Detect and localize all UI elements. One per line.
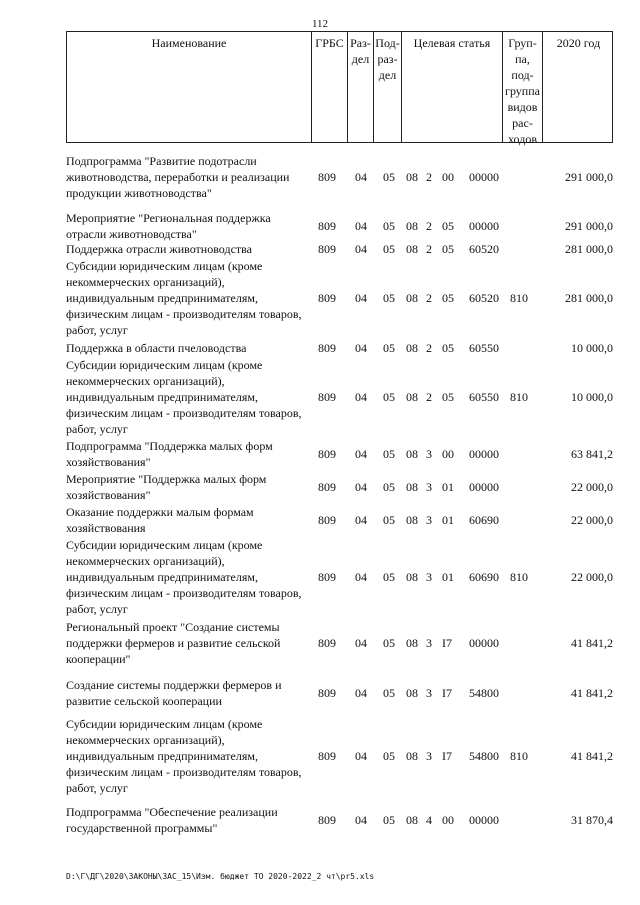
row-target-direction: 60550 xyxy=(469,390,499,404)
row-grbs: 809 xyxy=(318,219,336,233)
row-amount: 41 841,2 xyxy=(571,636,613,650)
row-amount: 63 841,2 xyxy=(571,447,613,461)
row-amount: 291 000,0 xyxy=(565,219,613,233)
row-name: Субсидии юридическим лицам (кроме некоммерческих организаций), индивидуальным предпринимателям, физическим лицам - производителям товаров, работ, услуг xyxy=(66,538,302,616)
row-target-subprogram: 3 xyxy=(426,636,432,650)
row-amount: 31 870,4 xyxy=(571,813,613,827)
file-path-footer: D:\Г\ДГ\2020\ЗАКОНЫ\ЗАС_15\Изм. бюджет ТО 2020-2022_2 чт\pr5.xls xyxy=(66,872,375,881)
row-target-direction: 00000 xyxy=(469,447,499,461)
row-name: Субсидии юридическим лицам (кроме некоммерческих организаций), индивидуальным предпринимателям, физическим лицам - производителям товаров, работ, услуг xyxy=(66,717,302,795)
row-target-program: 08 xyxy=(406,170,418,184)
row-podrazdel: 05 xyxy=(383,636,395,650)
row-target-subprogram: 2 xyxy=(426,390,432,404)
row-podrazdel: 05 xyxy=(383,813,395,827)
row-razdel: 04 xyxy=(355,813,367,827)
row-target-subprogram: 3 xyxy=(426,447,432,461)
row-name: Создание системы поддержки фермеров и развитие сельской кооперации xyxy=(66,678,282,708)
row-name: Региональный проект "Создание системы поддержки фермеров и развитие сельской кооперации" xyxy=(66,620,281,666)
row-razdel: 04 xyxy=(355,341,367,355)
row-razdel: 04 xyxy=(355,390,367,404)
row-amount: 291 000,0 xyxy=(565,170,613,184)
row-target-direction: 60520 xyxy=(469,291,499,305)
row-grbs: 809 xyxy=(318,447,336,461)
row-grbs: 809 xyxy=(318,513,336,527)
row-razdel: 04 xyxy=(355,219,367,233)
row-target-event: I7 xyxy=(442,686,452,700)
row-group: 810 xyxy=(510,390,528,404)
header-razdel: Раз- дел xyxy=(347,32,373,142)
row-target-program: 08 xyxy=(406,219,418,233)
row-razdel: 04 xyxy=(355,749,367,763)
row-podrazdel: 05 xyxy=(383,480,395,494)
row-target-program: 08 xyxy=(406,813,418,827)
row-podrazdel: 05 xyxy=(383,570,395,584)
row-target-subprogram: 2 xyxy=(426,170,432,184)
row-name: Мероприятие "Поддержка малых форм хозяйствования" xyxy=(66,472,267,502)
row-razdel: 04 xyxy=(355,447,367,461)
row-target-direction: 00000 xyxy=(469,219,499,233)
row-target-event: 05 xyxy=(442,341,454,355)
row-target-event: 01 xyxy=(442,570,454,584)
row-grbs: 809 xyxy=(318,686,336,700)
row-podrazdel: 05 xyxy=(383,390,395,404)
row-razdel: 04 xyxy=(355,291,367,305)
row-podrazdel: 05 xyxy=(383,242,395,256)
row-podrazdel: 05 xyxy=(383,447,395,461)
row-target-event: 01 xyxy=(442,513,454,527)
row-grbs: 809 xyxy=(318,636,336,650)
row-target-program: 08 xyxy=(406,390,418,404)
row-podrazdel: 05 xyxy=(383,341,395,355)
row-target-direction: 54800 xyxy=(469,749,499,763)
row-podrazdel: 05 xyxy=(383,686,395,700)
header-group: Груп- па, под- группа видов рас- ходов xyxy=(502,32,542,142)
row-grbs: 809 xyxy=(318,291,336,305)
row-target-direction: 00000 xyxy=(469,480,499,494)
row-amount: 22 000,0 xyxy=(571,570,613,584)
row-target-program: 08 xyxy=(406,291,418,305)
row-target-direction: 54800 xyxy=(469,686,499,700)
row-grbs: 809 xyxy=(318,480,336,494)
header-podrazdel: Под- раз- дел xyxy=(373,32,401,142)
row-target-subprogram: 4 xyxy=(426,813,432,827)
row-target-direction: 00000 xyxy=(469,636,499,650)
header-name: Наименование xyxy=(151,36,227,50)
row-razdel: 04 xyxy=(355,570,367,584)
row-target-program: 08 xyxy=(406,341,418,355)
row-name: Субсидии юридическим лицам (кроме некоммерческих организаций), индивидуальным предпринимателям, физическим лицам - производителям товаров, работ, услуг xyxy=(66,259,302,337)
row-podrazdel: 05 xyxy=(383,513,395,527)
row-name: Поддержка отрасли животноводства xyxy=(66,242,252,256)
row-amount: 22 000,0 xyxy=(571,480,613,494)
row-name: Подпрограмма "Обеспечение реализации государственной программы" xyxy=(66,805,278,835)
row-amount: 41 841,2 xyxy=(571,686,613,700)
row-name: Оказание поддержки малым формам хозяйствования xyxy=(66,505,254,535)
row-target-direction: 00000 xyxy=(469,170,499,184)
row-grbs: 809 xyxy=(318,749,336,763)
row-target-event: 05 xyxy=(442,242,454,256)
row-target-program: 08 xyxy=(406,686,418,700)
row-target-direction: 60690 xyxy=(469,513,499,527)
row-podrazdel: 05 xyxy=(383,291,395,305)
table-header xyxy=(66,31,613,146)
row-target-event: 05 xyxy=(442,219,454,233)
row-target-event: 00 xyxy=(442,170,454,184)
row-razdel: 04 xyxy=(355,636,367,650)
row-grbs: 809 xyxy=(318,813,336,827)
row-target-subprogram: 3 xyxy=(426,686,432,700)
row-target-program: 08 xyxy=(406,480,418,494)
row-target-subprogram: 2 xyxy=(426,219,432,233)
row-name: Мероприятие "Региональная поддержка отрасли животноводства" xyxy=(66,211,271,241)
row-podrazdel: 05 xyxy=(383,219,395,233)
row-target-subprogram: 3 xyxy=(426,513,432,527)
row-group: 810 xyxy=(510,749,528,763)
row-target-event: 00 xyxy=(442,447,454,461)
row-grbs: 809 xyxy=(318,570,336,584)
row-group: 810 xyxy=(510,570,528,584)
row-grbs: 809 xyxy=(318,170,336,184)
row-target-event: 00 xyxy=(442,813,454,827)
row-target-event: I7 xyxy=(442,749,452,763)
row-podrazdel: 05 xyxy=(383,170,395,184)
row-grbs: 809 xyxy=(318,242,336,256)
header-year: 2020 год xyxy=(542,32,614,142)
row-amount: 41 841,2 xyxy=(571,749,613,763)
row-amount: 22 000,0 xyxy=(571,513,613,527)
row-target-program: 08 xyxy=(406,513,418,527)
row-target-event: 01 xyxy=(442,480,454,494)
row-target-subprogram: 2 xyxy=(426,341,432,355)
row-target-subprogram: 3 xyxy=(426,570,432,584)
header-target-article: Целевая статья xyxy=(401,32,502,142)
row-target-subprogram: 3 xyxy=(426,749,432,763)
row-name: Субсидии юридическим лицам (кроме некоммерческих организаций), индивидуальным предпринимателям, физическим лицам - производителям товаров, работ, услуг xyxy=(66,358,302,436)
row-target-subprogram: 2 xyxy=(426,242,432,256)
row-target-direction: 60690 xyxy=(469,570,499,584)
row-target-event: I7 xyxy=(442,636,452,650)
row-razdel: 04 xyxy=(355,513,367,527)
row-amount: 10 000,0 xyxy=(571,390,613,404)
header-grbs: ГРБС xyxy=(311,32,347,142)
row-target-direction: 00000 xyxy=(469,813,499,827)
row-target-program: 08 xyxy=(406,570,418,584)
row-podrazdel: 05 xyxy=(383,749,395,763)
row-grbs: 809 xyxy=(318,390,336,404)
row-target-event: 05 xyxy=(442,291,454,305)
row-target-direction: 60520 xyxy=(469,242,499,256)
row-grbs: 809 xyxy=(318,341,336,355)
row-name: Подпрограмма "Поддержка малых форм хозяйствования" xyxy=(66,439,273,469)
row-razdel: 04 xyxy=(355,686,367,700)
row-razdel: 04 xyxy=(355,480,367,494)
row-target-subprogram: 3 xyxy=(426,480,432,494)
row-razdel: 04 xyxy=(355,170,367,184)
row-target-event: 05 xyxy=(442,390,454,404)
page-number: 112 xyxy=(311,18,329,30)
row-group: 810 xyxy=(510,291,528,305)
row-amount: 281 000,0 xyxy=(565,291,613,305)
row-amount: 281 000,0 xyxy=(565,242,613,256)
row-target-direction: 60550 xyxy=(469,341,499,355)
row-name: Подпрограмма "Развитие подотрасли животноводства, переработки и реализации продукции животноводства" xyxy=(66,154,290,200)
row-razdel: 04 xyxy=(355,242,367,256)
row-amount: 10 000,0 xyxy=(571,341,613,355)
row-target-program: 08 xyxy=(406,749,418,763)
row-target-program: 08 xyxy=(406,447,418,461)
row-target-program: 08 xyxy=(406,636,418,650)
row-target-subprogram: 2 xyxy=(426,291,432,305)
row-name: Поддержка в области пчеловодства xyxy=(66,341,247,355)
row-target-program: 08 xyxy=(406,242,418,256)
